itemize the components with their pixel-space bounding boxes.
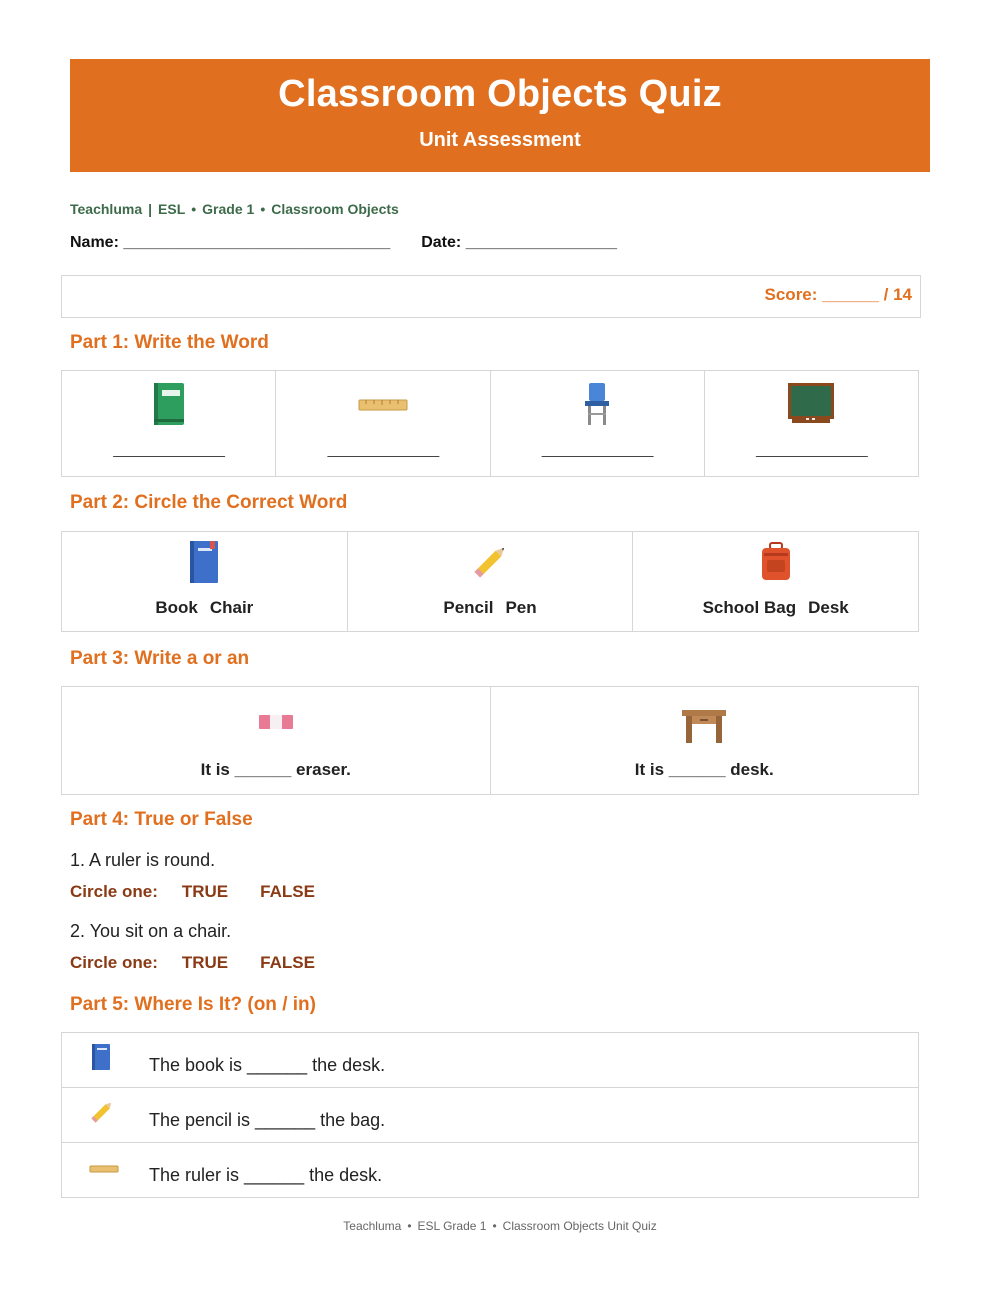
row-sentence: The ruler is ______ the desk. [149,1165,383,1185]
name-label: Name: [70,234,119,251]
table-row [62,1033,918,1088]
word-option[interactable]: Book [155,598,198,617]
part3-cell [491,687,919,794]
date-label: Date: [421,234,462,251]
footer-brand: Teachluma [343,1219,402,1233]
pencil-icon [88,1098,116,1131]
desk-icon [680,707,728,750]
date-field[interactable]: _________________ [465,234,617,251]
score-field[interactable]: ______ [822,285,879,304]
score-line [765,285,912,305]
page-footer [0,1219,1000,1233]
word-options [62,598,347,618]
false-option[interactable]: FALSE [260,953,315,972]
tf-question: 1. A ruler is round. [70,850,216,870]
blue-book-icon [90,1043,112,1076]
page-title: Classroom Objects Quiz [278,73,722,115]
part2-cell [633,532,918,631]
word-option[interactable]: Pen [505,598,537,617]
part3-cell [62,687,491,794]
word-options [348,598,633,618]
meta-divider: | [148,201,153,217]
true-option[interactable]: TRUE [181,953,229,972]
footer-dot: • [407,1219,412,1233]
page-subtitle: Unit Assessment [419,129,581,151]
meta-line [70,201,399,217]
meta-grade: Grade 1 [202,201,255,217]
school-bag-icon [759,540,793,589]
word-option[interactable]: Chair [209,598,254,617]
part1-cell [276,371,490,476]
part5-heading: Part 5: Where Is It? (on / in) [70,994,316,1015]
part1-heading: Part 1: Write the Word [70,332,269,353]
answer-blank[interactable]: ______________ [327,441,439,458]
score-label: Score: [764,285,818,304]
tf-choices [70,882,315,902]
false-option[interactable]: FALSE [260,882,315,901]
score-total: / 14 [883,285,912,304]
footer-title: Classroom Objects Unit Quiz [502,1219,657,1233]
part2-heading: Part 2: Circle the Correct Word [70,492,348,513]
blue-book-icon [188,540,220,589]
table-row [62,1088,918,1143]
tf-question: 2. You sit on a chair. [70,921,232,941]
part1-cell [491,371,705,476]
pencil-icon [468,540,512,589]
circle-one-label: Circle one: [70,882,158,901]
header-banner [70,59,930,172]
chalkboard-icon [786,381,836,432]
footer-grade: ESL Grade 1 [417,1219,487,1233]
part2-grid [61,531,919,632]
eraser-icon [258,714,294,735]
part1-grid [61,370,919,477]
name-date-line [70,234,617,252]
true-option[interactable]: TRUE [181,882,229,901]
score-box [61,275,921,318]
meta-dot: • [191,201,197,217]
chair-icon [580,381,614,432]
word-options [633,598,918,618]
ruler-icon [358,398,408,416]
circle-one-label: Circle one: [70,953,158,972]
word-option[interactable]: School Bag [702,598,797,617]
word-option[interactable]: Desk [808,598,849,617]
row-sentence: The pencil is ______ the bag. [149,1110,386,1130]
footer-dot: • [492,1219,497,1233]
part5-table [61,1032,919,1198]
fill-sentence: It is ______ eraser. [200,760,351,779]
answer-blank[interactable]: ______________ [541,441,653,458]
meta-topic: Classroom Objects [271,201,399,217]
part1-cell [62,371,276,476]
meta-subject: ESL [158,201,186,217]
part4-heading: Part 4: True or False [70,809,253,830]
name-field[interactable]: ______________________________ [123,234,391,251]
part3-heading: Part 3: Write a or an [70,648,250,669]
part1-cell [705,371,918,476]
part3-grid [61,686,919,795]
part2-cell [348,532,634,631]
answer-blank[interactable]: ______________ [113,441,224,458]
meta-dot: • [260,201,266,217]
brand-name: Teachluma [70,201,143,217]
word-option[interactable]: Pencil [443,598,494,617]
fill-sentence: It is ______ desk. [634,760,774,779]
ruler-icon [89,1160,119,1178]
row-sentence: The book is ______ the desk. [149,1055,386,1075]
table-row [62,1143,918,1197]
green-notebook-icon [152,381,186,432]
answer-blank[interactable]: ______________ [756,441,867,458]
part2-cell [62,532,348,631]
tf-choices [70,953,315,973]
